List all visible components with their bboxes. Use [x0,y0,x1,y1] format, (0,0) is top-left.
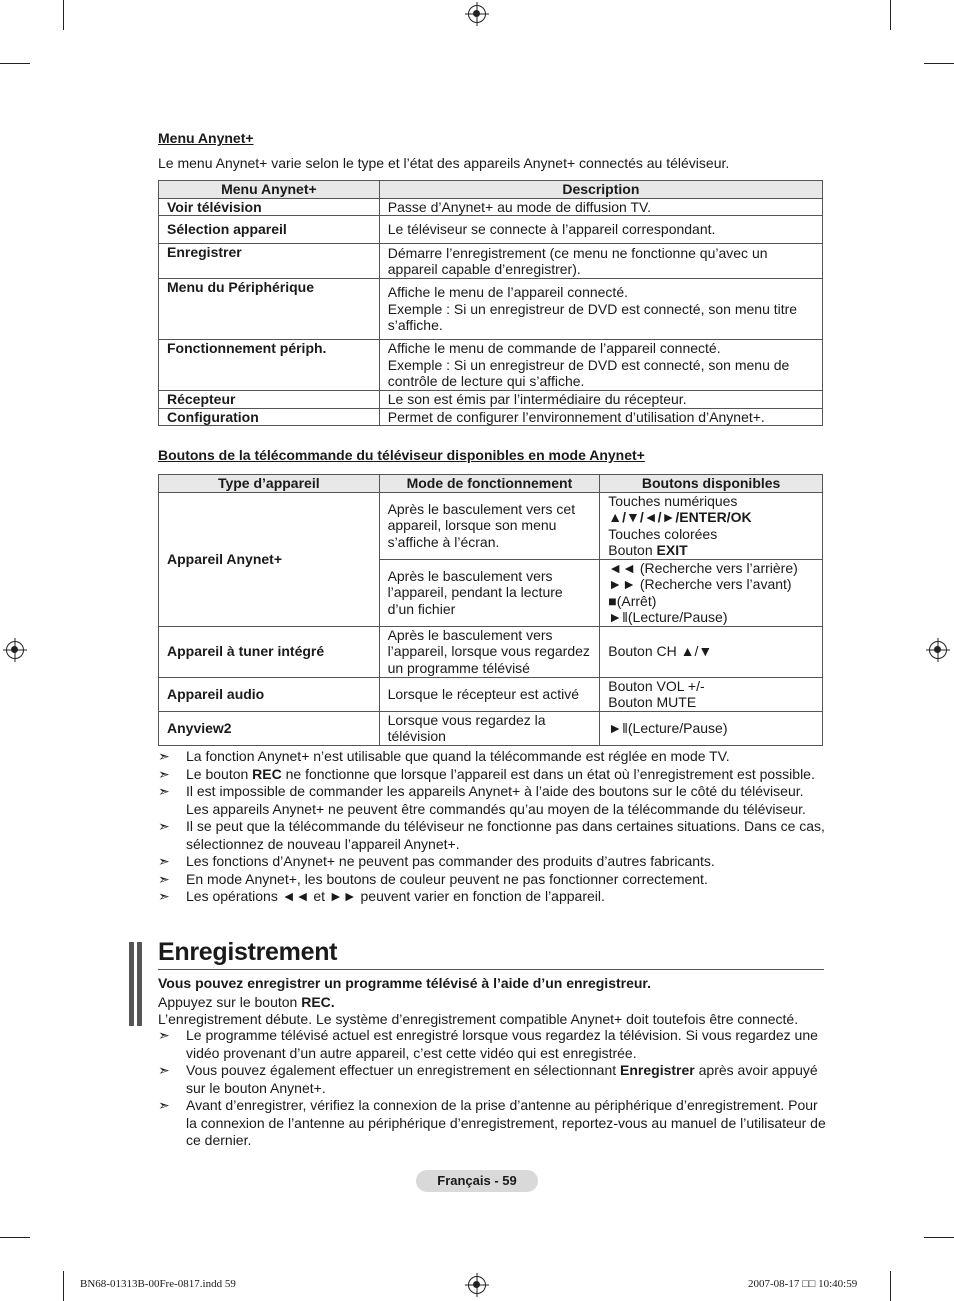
arrow-icon: ➣ [158,1097,170,1113]
crop-mark [63,0,64,30]
table-header: Menu Anynet+ [159,181,380,199]
arrow-icon: ➣ [158,888,170,904]
remote-buttons-table [158,474,823,746]
note-item: ➣ Les opérations ◄◄ et ►► peuvent varier en fonction de l’appareil. [158,888,605,904]
note-item: ➣ Les fonctions d’Anynet+ ne peuvent pas commander des produits d’autres fabricants. [158,853,715,869]
anynet-menu-table [158,180,823,426]
title-bar-decoration [129,942,134,1026]
title-bar-decoration [137,942,142,1026]
note-item: ➣ Le bouton REC ne fonctionne que lorsque l’appareil est dans un état où l’enregistrement est possible. [158,766,815,782]
section-title-remote-buttons: Boutons de la télécommande du téléviseur disponibles en mode Anynet+ [158,447,645,463]
note-item: ➣ La fonction Anynet+ n’est utilisable que quand la télécommande est réglée en mode TV. [158,748,730,764]
crop-mark [890,1271,891,1301]
note-item: ➣ Vous pouvez également effectuer un enregistrement en sélectionnant Enregistrer après avoir appuyé sur le bouton Anynet+. [158,1062,818,1096]
note-item: ➣ Le programme télévisé actuel est enregistré lorsque vous regardez la télévision. Si vous regardez une vidéo provenant d’un autre appareil, c’est cette vidéo qui est enregistrée. [158,1027,818,1061]
page-title: Enregistrement [158,938,338,966]
table-header: Boutons disponibles [600,475,823,493]
note-item: ➣ Il se peut que la télécommande du téléviseur ne fonctionne pas dans certaines situations. Dans ce cas, sélectionnez de nouveau l’appareil Anynet+. [158,818,825,852]
arrow-icon: ➣ [158,766,170,782]
title-divider [158,969,824,970]
table-row: Menu du Périphérique Affiche le menu de l’appareil connecté. Exemple : Si un enregistreur de DVD est connecté, son menu titre s’affiche. [159,279,823,340]
page-number-badge: Français - 59 [416,1170,538,1192]
registration-mark-icon [468,5,486,23]
crop-mark [890,0,891,30]
table-row: Fonctionnement périph. Affiche le menu de commande de l’appareil connecté. Exemple : Si un enregistreur de DVD est connecté, son menu de contrôle de lecture qui s’affiche. [159,340,823,391]
table-row: Appareil à tuner intégré Après le basculement vers l’appareil, lorsque vous regardez un programme télévisé Bouton CH ▲/▼ [159,626,823,677]
table-row: Configuration Permet de configurer l’environnement d’utilisation d’Anynet+. [159,408,823,426]
crop-mark [63,1271,64,1301]
note-item: ➣ Avant d’enregistrer, vérifiez la connexion de la prise d’antenne au périphérique d’enregistrement. Pour la connexion de l’antenne au périphérique d’enregistrement, reportez-vous au manuel de l’utilisateur de ce dernier. [158,1097,826,1148]
table-row: Enregistrer Démarre l’enregistrement (ce menu ne fonctionne qu’avec un appareil capable d’enregistrer). [159,244,823,279]
file-slug: BN68-01313B-00Fre-0817.indd 59 [80,1278,236,1290]
arrow-icon: ➣ [158,871,170,887]
table-row: Voir télévision Passe d’Anynet+ au mode de diffusion TV. [159,198,823,216]
note-item: ➣ En mode Anynet+, les boutons de couleur peuvent ne pas fonctionner correctement. [158,871,708,887]
table-row: Après le basculement vers l’appareil, pendant la lecture d’un fichier ◄◄ (Recherche vers l’arrière) ►► (Recherche vers l’avant) ■(Arrêt) ►‖(Lecture/Pause) [159,559,823,626]
paragraph: Appuyez sur le bouton REC. [158,994,335,1010]
arrow-icon: ➣ [158,1027,170,1043]
section-intro: Le menu Anynet+ varie selon le type et l’état des appareils Anynet+ connectés au téléviseur. [158,155,730,171]
paragraph: L’enregistrement débute. Le système d’enregistrement compatible Anynet+ doit toutefois être connecté. [158,1011,799,1027]
table-row: Appareil Anynet+ Après le basculement vers cet appareil, lorsque son menu s’affiche à l’écran. Touches numériques ▲/▼/◄/►/ENTER/OK Touches colorées Bouton EXIT [159,492,823,559]
note-item: ➣ Il est impossible de commander les appareils Anynet+ à l’aide des boutons sur le côté du téléviseur. Les appareils Anynet+ ne peuvent être commandés qu’au moyen de la télécommande du téléviseur. [158,783,806,817]
table-row: Récepteur Le son est émis par l’intermédiaire du récepteur. [159,391,823,409]
date-slug: 2007-08-17 □□ 10:40:59 [748,1278,858,1290]
crop-mark [924,1237,954,1238]
table-row: Sélection appareil Le téléviseur se connecte à l’appareil correspondant. [159,216,823,244]
arrow-icon: ➣ [158,748,170,764]
arrow-icon: ➣ [158,853,170,869]
table-header: Description [379,181,822,199]
arrow-icon: ➣ [158,783,170,799]
arrow-icon: ➣ [158,818,170,834]
table-row: Anyview2 Lorsque vous regardez la télévision ►‖(Lecture/Pause) [159,711,823,745]
crop-mark [0,63,30,64]
crop-mark [0,1237,30,1238]
crop-mark [924,63,954,64]
registration-mark-icon [6,641,24,659]
registration-mark-icon [929,641,947,659]
table-row: Appareil audio Lorsque le récepteur est activé Bouton VOL +/- Bouton MUTE [159,677,823,711]
arrow-icon: ➣ [158,1062,170,1078]
registration-mark-icon [468,1276,486,1294]
section-subtitle: Vous pouvez enregistrer un programme télévisé à l’aide d’un enregistreur. [158,975,652,991]
table-header: Mode de fonctionnement [379,475,600,493]
section-title-menu-anynet: Menu Anynet+ [158,130,254,146]
table-header: Type d’appareil [159,475,380,493]
